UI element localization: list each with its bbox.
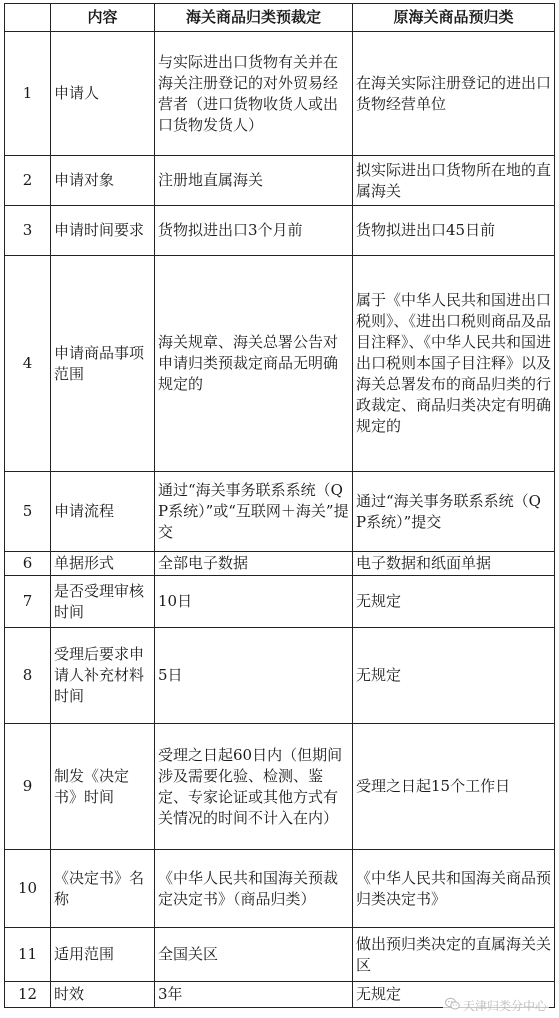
row-new-rule: 货物拟进出口3个月前 <box>155 206 353 256</box>
row-new-rule: 10日 <box>155 576 353 628</box>
wechat-icon <box>445 997 460 1014</box>
row-old-rule: 无规定 <box>353 982 555 1008</box>
table-row <box>5 576 555 628</box>
header-old: 原海关商品预归类 <box>353 4 555 32</box>
row-number: 10 <box>5 850 51 928</box>
watermark-text: 天津归类分中心 <box>462 999 547 1013</box>
row-new-rule: 通过“海关事务联系系统（QP系统）”或“互联网＋海关”提交 <box>155 472 353 552</box>
row-old-rule: 通过“海关事务联系系统（QP系统）”提交 <box>353 472 555 552</box>
comparison-table <box>4 3 555 1008</box>
row-old-rule: 无规定 <box>353 576 555 628</box>
table-row <box>5 256 555 472</box>
row-item: 时效 <box>51 982 155 1008</box>
header-no <box>5 4 51 32</box>
row-item: 申请时间要求 <box>51 206 155 256</box>
row-number: 2 <box>5 156 51 206</box>
row-number: 7 <box>5 576 51 628</box>
table-row <box>5 206 555 256</box>
row-number: 8 <box>5 628 51 724</box>
row-old-rule: 《中华人民共和国海关商品预归类决定书》 <box>353 850 555 928</box>
row-new-rule: 与实际进出口货物有关并在海关注册登记的对外贸易经营者（进口货物收货人或出口货物发货人） <box>155 32 353 156</box>
row-item: 制发《决定书》时间 <box>51 724 155 850</box>
row-number: 3 <box>5 206 51 256</box>
row-old-rule: 拟实际进出口货物所在地的直属海关 <box>353 156 555 206</box>
row-old-rule: 做出预归类决定的直属海关关区 <box>353 928 555 982</box>
table-row <box>5 928 555 982</box>
row-old-rule: 电子数据和纸面单据 <box>353 552 555 576</box>
row-old-rule: 在海关实际注册登记的进出口货物经营单位 <box>353 32 555 156</box>
row-new-rule: 3年 <box>155 982 353 1008</box>
row-item: 单据形式 <box>51 552 155 576</box>
row-old-rule: 无规定 <box>353 628 555 724</box>
row-old-rule: 受理之日起15个工作日 <box>353 724 555 850</box>
table-row <box>5 156 555 206</box>
header-item: 内容 <box>51 4 155 32</box>
row-item: 受理后要求申请人补充材料时间 <box>51 628 155 724</box>
row-number: 12 <box>5 982 51 1008</box>
table-row <box>5 32 555 156</box>
row-new-rule: 全国关区 <box>155 928 353 982</box>
row-item: 申请商品事项范围 <box>51 256 155 472</box>
table-row <box>5 552 555 576</box>
row-number: 11 <box>5 928 51 982</box>
row-item: 申请人 <box>51 32 155 156</box>
row-new-rule: 《中华人民共和国海关预裁定决定书》（商品归类） <box>155 850 353 928</box>
row-old-rule: 属于《中华人民共和国进出口税则》、《进出口税则商品及品目注释》、《中华人民共和国进出口税则本国子目注释》以及海关总署发布的商品归类的行政裁定、商品归类决定有明确规定的 <box>353 256 555 472</box>
watermark <box>443 997 549 1014</box>
table-row <box>5 850 555 928</box>
row-item: 适用范围 <box>51 928 155 982</box>
row-number: 6 <box>5 552 51 576</box>
table-row <box>5 472 555 552</box>
row-new-rule: 海关规章、海关总署公告对申请归类预裁定商品无明确规定的 <box>155 256 353 472</box>
row-new-rule: 注册地直属海关 <box>155 156 353 206</box>
row-item: 申请对象 <box>51 156 155 206</box>
row-new-rule: 全部电子数据 <box>155 552 353 576</box>
table-row <box>5 724 555 850</box>
row-new-rule: 受理之日起60日内（但期间涉及需要化验、检测、鉴定、专家论证或其他方式有关情况的时间不计入在内） <box>155 724 353 850</box>
row-item: 《决定书》名称 <box>51 850 155 928</box>
row-number: 1 <box>5 32 51 156</box>
row-new-rule: 5日 <box>155 628 353 724</box>
row-number: 4 <box>5 256 51 472</box>
row-item: 是否受理审核时间 <box>51 576 155 628</box>
row-old-rule: 货物拟进出口45日前 <box>353 206 555 256</box>
table-header-row <box>5 4 555 32</box>
header-new: 海关商品归类预裁定 <box>155 4 353 32</box>
row-number: 5 <box>5 472 51 552</box>
row-number: 9 <box>5 724 51 850</box>
row-item: 申请流程 <box>51 472 155 552</box>
table-row <box>5 628 555 724</box>
